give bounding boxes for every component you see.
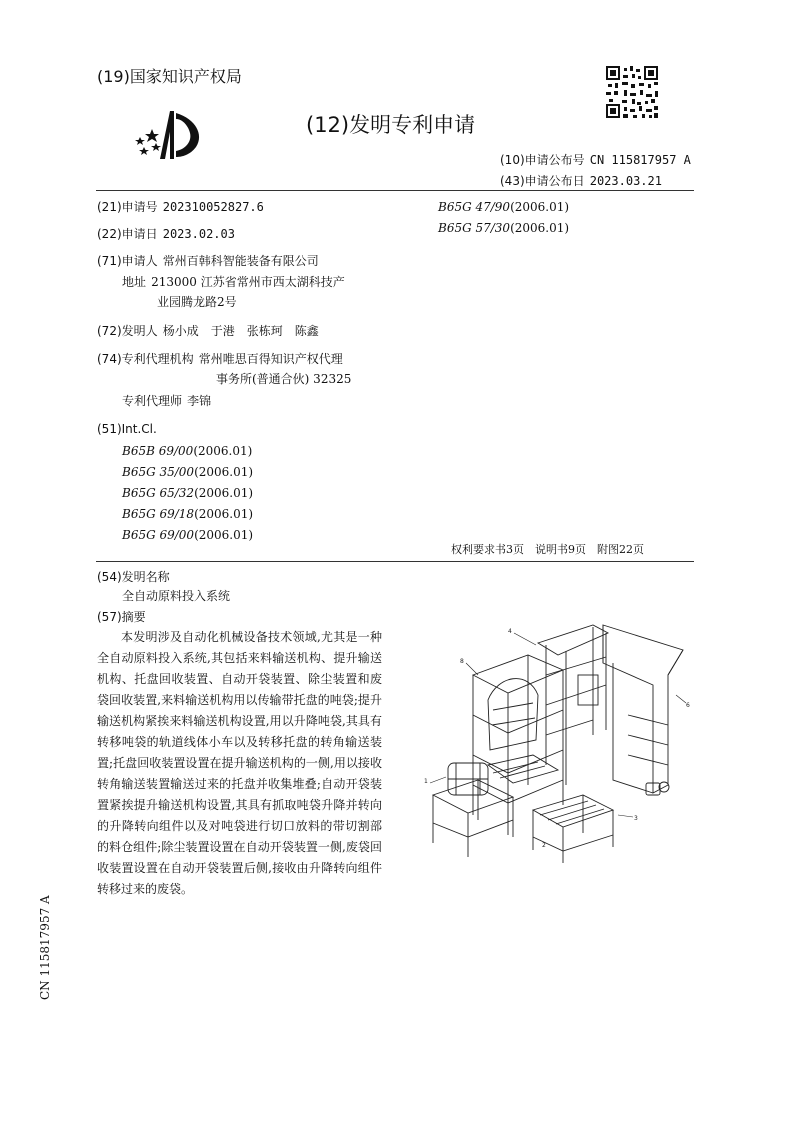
agency-row: [97, 350, 343, 367]
figure-label: 6: [686, 702, 690, 709]
address-row: [122, 273, 345, 290]
intcl-code: B65G 35/00: [122, 465, 195, 479]
figure-label: 1: [424, 778, 428, 785]
document-type: (12)发明专利申请: [306, 113, 476, 137]
section-rule: [96, 561, 694, 562]
intcl-item: [438, 219, 569, 236]
intcl-version: (2006.01): [193, 444, 253, 458]
intcl-version: (2006.01): [194, 486, 254, 500]
application-number-row: [97, 198, 264, 215]
intcl-version: (2006.01): [510, 200, 570, 214]
intcl-code: B65G 65/32: [122, 486, 195, 500]
intcl-item: [122, 484, 253, 501]
agent: 李锦: [187, 394, 212, 408]
address-label: 地址: [122, 275, 147, 289]
invention-title: 全自动原料投入系统: [122, 589, 231, 603]
address-line-1: 213000 江苏省常州市西太湖科技产: [151, 275, 345, 289]
abstract-label: (57)摘要: [97, 610, 146, 624]
intcl-code: B65G 69/00: [122, 528, 195, 542]
application-date-label: (22)申请日: [97, 227, 158, 241]
publication-number: CN 115817957 A: [589, 153, 691, 167]
publication-number-label: (10)申请公布号: [500, 153, 585, 167]
intcl-label: (51)Int.Cl.: [97, 422, 157, 436]
inventors-row: [97, 322, 319, 339]
intcl-code: B65G 69/18: [122, 507, 195, 521]
intcl-item: [438, 198, 569, 215]
applicant-label: (71)申请人: [97, 254, 158, 268]
application-date-row: [97, 225, 235, 242]
cnipa-logo-icon: [130, 107, 206, 163]
intcl-item: [122, 505, 253, 522]
abstract-figure: [418, 615, 708, 865]
intcl-item: [122, 442, 252, 459]
qr-code-icon: [606, 66, 658, 118]
pages-summary: 权利要求书3页 说明书9页 附图22页: [451, 543, 644, 556]
figure-label: 3: [634, 815, 638, 822]
applicant: 常州百韩科智能装备有限公司: [162, 254, 319, 268]
figure-label: 8: [460, 658, 464, 665]
publication-date: 2023.03.21: [589, 174, 662, 188]
abstract-text: 本发明涉及自动化机械设备技术领域,尤其是一种全自动原料投入系统,其包括来料输送机构、提升输送机构、托盘回收装置、自动开袋装置、除尘装置和废袋回收装置,来料输送机构用以传输带托盘的吨袋;提升输送机构紧挨来料输送机构设置,用以升降吨袋,其具有转移吨袋的轨道线体小车以及转移托盘的转角输送装置;托盘回收装置设置在提升输送机构的一侧,用以接收转角输送装置输送过来的托盘并收集堆叠;自动开袋装置紧挨提升输送机构设置,其具有抓取吨袋升降并转向的升降转向组件以及对吨袋进行切口放料的带切割部的料仓组件;除尘装置设置在自动开袋装置一侧,废袋回收装置设置在自动开袋装置后侧,接收由升降转向组件转移过来的废袋。: [97, 630, 382, 896]
office-name: (19)国家知识产权局: [97, 67, 242, 86]
agent-row: [122, 392, 211, 409]
agency-line-1: 常州唯思百得知识产权代理: [198, 352, 343, 366]
intcl-version: (2006.01): [194, 528, 254, 542]
application-number-label: (21)申请号: [97, 200, 158, 214]
agent-label: 专利代理师: [122, 394, 183, 408]
intcl-code: B65G 47/90: [438, 200, 511, 214]
application-number: 202310052827.6: [162, 200, 264, 214]
intcl-code: B65B 69/00: [122, 444, 194, 458]
agency-line-2: 事务所(普通合伙) 32325: [216, 372, 352, 386]
intcl-version: (2006.01): [194, 507, 254, 521]
header-rule: [96, 190, 694, 191]
figure-label: 4: [508, 628, 512, 635]
inventors: 杨小成 于港 张栋珂 陈鑫: [162, 324, 319, 338]
agency-label: (74)专利代理机构: [97, 352, 194, 366]
intcl-item: [122, 463, 253, 480]
applicant-row: [97, 252, 319, 269]
title-label: (54)发明名称: [97, 570, 170, 584]
inventors-label: (72)发明人: [97, 324, 158, 338]
address-line-2: 业园腾龙路2号: [157, 295, 237, 309]
application-date: 2023.02.03: [162, 227, 235, 241]
intcl-version: (2006.01): [194, 465, 254, 479]
intcl-item: [122, 526, 253, 543]
publication-number-row: [500, 151, 691, 168]
publication-date-row: [500, 172, 662, 189]
intcl-version: (2006.01): [510, 221, 570, 235]
intcl-code: B65G 57/30: [438, 221, 511, 235]
side-publication-number: CN 115817957 A: [38, 895, 52, 1000]
publication-date-label: (43)申请公布日: [500, 174, 585, 188]
figure-label: 2: [542, 842, 546, 849]
